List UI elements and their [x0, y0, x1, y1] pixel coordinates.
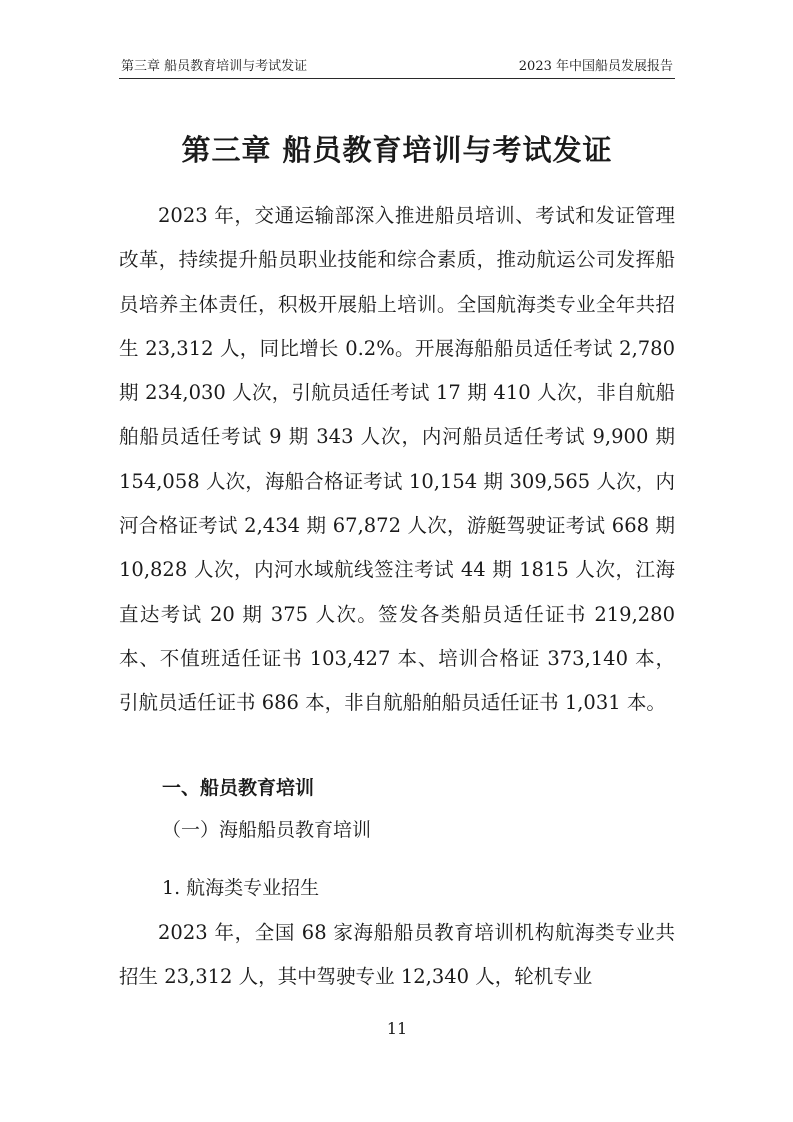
running-header — [119, 56, 675, 79]
intro-paragraph: 2023 年，交通运输部深入推进船员培训、考试和发证管理改革，持续提升船员职业技能和综合素质，推动航运公司发挥船员培养主体责任，积极开展船上培训。全国航海类专业全年共招生 23,312 人，同比增长 0.2%。开展海船船员适任考试 2,780 期 234,030 人次，引航员适任考试 17 期 410 人次，非自航船舶船员适任考试 9 期 343 人次，内河船员适任考试 9,900 期 154,058 人次，海船合格证考试 10,154 期 309,565 人次，内河合格证考试 2,434 期 67,872 人次，游艇驾驶证考试 668 期 10,828 人次，内河水域航线签注考试 44 期 1815 人次，江海直达考试 20 期 375 人次。签发各类船员适任证书 219,280 本、不值班适任证书 103,427 本、培训合格证 373,140 本，引航员适任证书 686 本，非自航船舶船员适任证书 1,031 本。 — [119, 204, 675, 715]
subsection-heading: （一）海船船员教育培训 — [162, 819, 372, 841]
page-number: 11 — [386, 1019, 408, 1038]
header-chapter-name: 第三章 船员教育培训与考试发证 — [121, 59, 308, 74]
subsubsection-heading: 1. 航海类专业招生 — [162, 877, 320, 899]
section-heading: 一、船员教育培训 — [162, 777, 315, 799]
header-report-title: 2023 年中国船员发展报告 — [518, 59, 673, 74]
chapter-title: 第三章 船员教育培训与考试发证 — [181, 133, 613, 167]
enrollment-paragraph: 2023 年，全国 68 家海船船员教育培训机构航海类专业共招生 23,312 人，其中驾驶专业 12,340 人，轮机专业 — [119, 921, 675, 989]
